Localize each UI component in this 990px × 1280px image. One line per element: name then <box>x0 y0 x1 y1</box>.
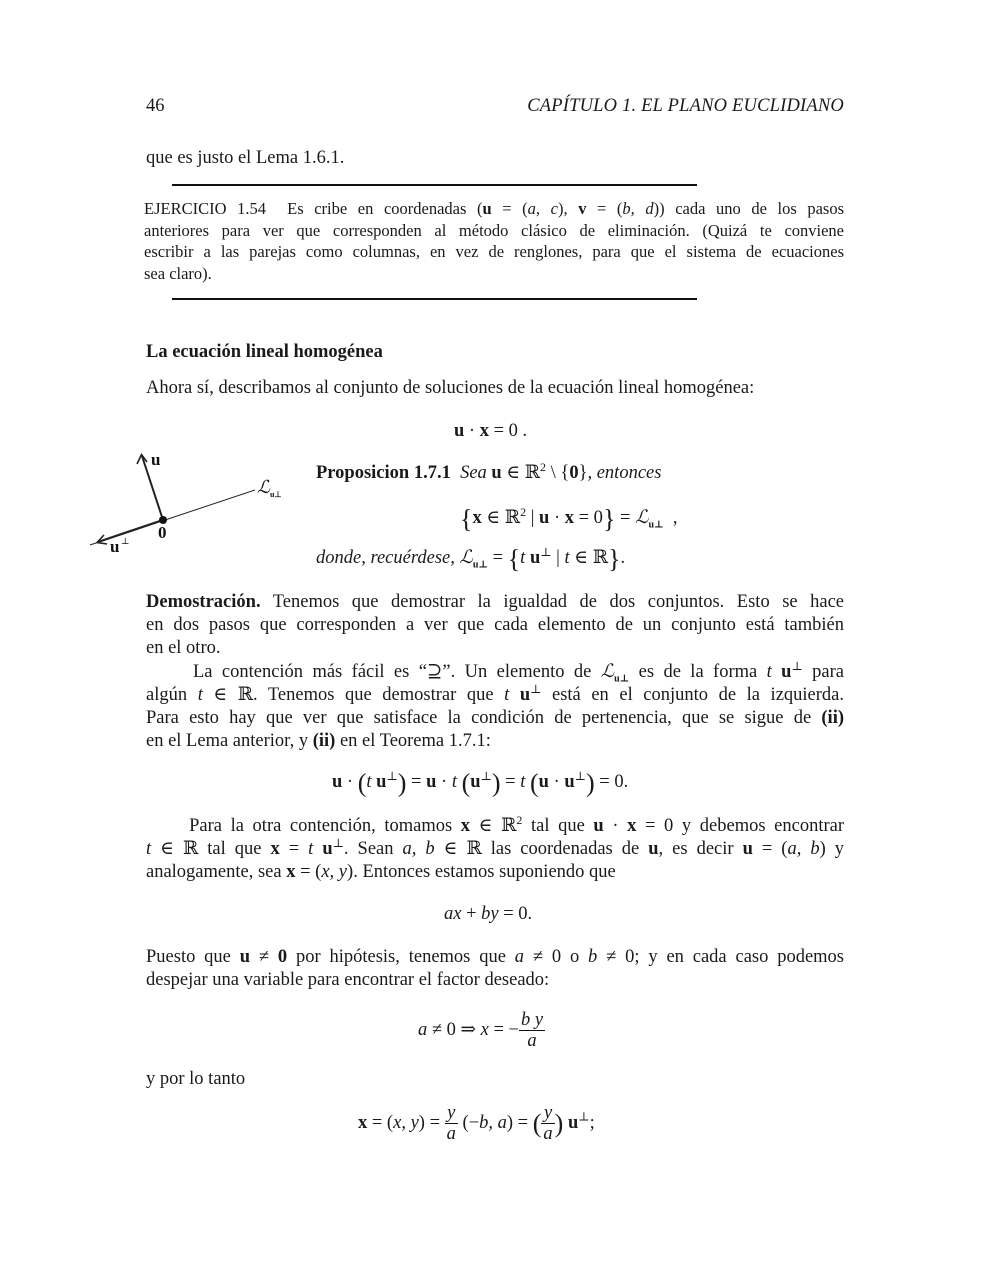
svg-text:⊥: ⊥ <box>121 537 130 547</box>
proposition-label: Proposicion 1.7.1 <box>316 463 451 483</box>
proof-p2-line-3: Para esto hay que ver que satisface la condición de pertenencia, que se sigue de (ii) <box>146 708 844 728</box>
proof-p3-line-3: analogamente, sea x = (x, y). Entonces estamos suponiendo que <box>146 862 616 882</box>
proof-equation-3: a ≠ 0 ⇒ x = − $\frac{\text{b y}}{a}$ <box>418 1010 544 1051</box>
exercise-block <box>144 198 844 284</box>
section-intro: Ahora sí, describamos al conjunto de soluciones de la ecuación lineal homogénea: <box>146 378 755 398</box>
L-label: ℒ <box>257 477 270 498</box>
u-perp-vector <box>98 520 163 542</box>
proof-equation-1: u · (t u⊥) = u · t (u⊥) = t (u · u⊥) = 0. <box>332 768 629 798</box>
exercise-line-4: sea claro). <box>144 263 212 283</box>
intro-line: que es justo el Lema 1.6.1. <box>146 148 345 168</box>
page-number: 46 <box>146 96 165 116</box>
svg-text:u⊥: u⊥ <box>270 490 282 499</box>
u-label: u <box>151 450 161 469</box>
proposition-statement: Proposicion 1.7.1 Sea u ∈ ℝ$^2$ \ {0}, entonces <box>316 459 662 483</box>
proof-equation-2: ax + by = 0. <box>444 904 533 924</box>
proof-p3-line-2: t ∈ ℝ tal que x = t u⊥. Sean a, b ∈ ℝ las coordenadas de u, es decir u = (a, b) y <box>146 835 845 859</box>
running-title: CAPÍTULO 1. EL PLANO EUCLIDIANO <box>527 96 844 116</box>
homogeneous-equation: u · x = 0 . <box>454 421 528 441</box>
origin-label: 0 <box>158 523 167 542</box>
exercise-line-3: escribir a las parejas como columnas, en vez de renglones, para que el sistema de ecuaciones <box>144 242 844 261</box>
u-perp-label: u <box>110 537 120 556</box>
proof-p2-line-2: algún t ∈ ℝ. Tenemos que demostrar que t u⊥ está en el conjunto de la izquierda. <box>146 681 845 705</box>
proof-paragraph-2 <box>146 660 844 753</box>
proof-p4-line-2: despejar una variable para encontrar el factor deseado: <box>146 970 550 990</box>
proof-p2-line-4: en el Lema anterior, y (ii) en el Teorema 1.7.1: <box>146 731 491 751</box>
proof-p3-line-1: Para la otra contención, tomamos x ∈ ℝ$^2$ tal que u · x = 0 y debemos encontrar <box>146 812 845 836</box>
proof-p2-line-1: La contención más fácil es “⊇”. Un elemento de ℒ$_{u\perp}$ es de la forma t u⊥ para <box>146 658 844 685</box>
proof-p1-line-3: en el otro. <box>146 638 221 658</box>
proof-p4-line-1: Puesto que u ≠ 0 por hipótesis, tenemos que a ≠ 0 o b ≠ 0; y en cada caso podemos <box>146 947 844 967</box>
proposition-remark: donde, recuérdese, ℒ$_{u\perp}$ = {t u⊥ | t ∈ ℝ}. <box>316 544 626 574</box>
perpendicular-vectors-diagram <box>80 445 300 565</box>
proof-p1-line-1: Demostración. Tenemos que demostrar la igualdad de dos conjuntos. Esto se hace <box>146 592 845 612</box>
exercise-line-1: EJERCICIO 1.54 Es cribe en coordenadas (u = (a, c), v = (b, d)) cada uno de los pasos <box>144 199 845 218</box>
proof-equation-4: x = (x, y) = $\frac{y}{a}$ (−b, a) = ( $\frac{y}{a}$ ) u⊥; <box>358 1103 595 1144</box>
u-arrowhead-icon <box>137 455 147 465</box>
exercise-label: EJERCICIO 1.54 <box>144 199 266 218</box>
proposition-display: {x ∈ ℝ$^2$ | u · x = 0} = ℒ$_{u\perp}$ , <box>460 504 678 534</box>
proof-paragraph-3 <box>146 812 845 884</box>
exercise-bottom-rule <box>172 298 697 300</box>
exercise-line-2: anteriores para ver que corresponden al método clásico de eliminación. (Quizá te conviene <box>144 220 844 240</box>
proof-paragraph-1 <box>146 591 844 660</box>
proof-label: Demostración. <box>146 592 261 612</box>
section-title: La ecuación lineal homogénea <box>146 342 383 362</box>
proof-paragraph-5: y por lo tanto <box>146 1069 246 1089</box>
exercise-top-rule <box>172 184 697 186</box>
proof-paragraph-4 <box>146 946 844 992</box>
proof-p1-line-2: en dos pasos que corresponden a ver que cada elemento de un conjunto está también <box>146 615 844 635</box>
